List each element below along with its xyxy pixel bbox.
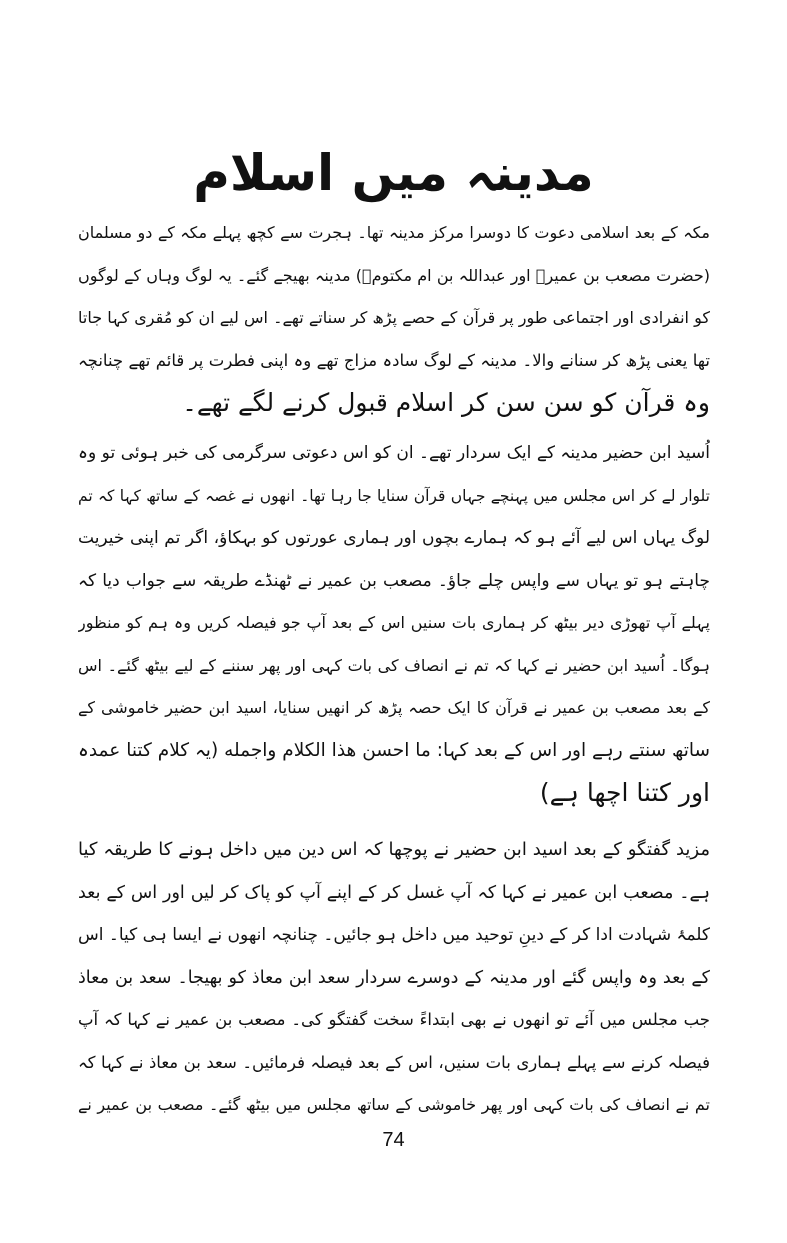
text-line: کو انفرادی اور اجتماعی طور پر قرآن کے حصے پڑھ کر سناتے تھے۔ اس لیے ان کو مُقری کہا جاتا — [78, 308, 710, 327]
text-line: ساتھ سنتے رہے اور اس کے بعد کہا: ما احسن هذا الکلام واجمله (یہ کلام کتنا عمدہ — [78, 739, 710, 761]
text-line: چاہتے ہو تو یہاں سے واپس چلے جاؤ۔ مصعب بن عمیر نے ٹھنڈے طریقہ سے جواب دیا کہ — [78, 570, 710, 591]
text-line: مزید گفتگو کے بعد اسید ابن حضیر نے پوچھا کہ اس دین میں داخل ہونے کا طریقہ کیا — [78, 839, 710, 860]
paragraph-2 — [78, 432, 710, 815]
text-line: ہے۔ مصعب ابن عمیر نے کہا کہ آپ غسل کر کے اپنے آپ کو پاک کر لیں اور اس کے بعد — [78, 882, 710, 903]
text-line: لوگ یہاں اس لیے آئے ہو کہ ہمارے بچوں اور ہماری عورتوں کو بہکاؤ، اگر تم اپنی خیریت — [78, 528, 710, 548]
text-line: پہلے آپ تھوڑی دیر بیٹھ کر ہماری بات سنیں اس کے بعد آپ جو فیصلہ کریں وہ ہم کو منظور — [78, 613, 710, 632]
text-line: تھا یعنی پڑھ کر سنانے والا۔ مدینہ کے لوگ سادہ مزاج تھے وہ اپنی فطرت پر قائم تھے چنانچہ — [78, 350, 710, 370]
text-line: اُسید ابن حضیر مدینہ کے ایک سردار تھے۔ ان کو اس دعوتی سرگرمی کی خبر ہوئی تو وہ — [78, 443, 710, 463]
text-line: کے بعد وہ واپس گئے اور مدینہ کے دوسرے سردار سعد ابن معاذ کو بھیجا۔ سعد بن معاذ — [78, 967, 710, 988]
text-line: تم نے انصاف کی بات کہی اور پھر خاموشی کے ساتھ مجلس میں بیٹھ گئے۔ مصعب بن عمیر نے — [78, 1095, 710, 1114]
paragraph-3 — [78, 829, 710, 1127]
chapter-title: مدینہ میں اسلام — [193, 144, 594, 202]
text-line: جب مجلس میں آئے تو انھوں نے بھی ابتداءً سخت گفتگو کی۔ مصعب بن عمیر نے کہا کہ آپ — [78, 1010, 710, 1029]
text-line: فیصلہ کرنے سے پہلے ہماری بات سنیں، اس کے بعد فیصلہ فرمائیں۔ سعد بن معاذ نے کہا کہ — [78, 1052, 710, 1072]
text-line: (حضرت مصعب بن عمیرؓ اور عبداللہ بن ام مکتومؓ) مدینہ بھیجے گئے۔ یہ لوگ وہاں کے لوگوں — [78, 265, 710, 285]
paragraph-1 — [78, 212, 710, 425]
text-line: اور کتنا اچھا ہے) — [539, 778, 710, 807]
text-line: ہوگا۔ اُسید ابن حضیر نے کہا کہ تم نے انصاف کی بات کہی اور پھر سننے کے لیے بیٹھ گئے۔ اس — [78, 655, 710, 675]
text-line: کے بعد مصعب بن عمیر نے قرآن کا ایک حصہ پڑھ کر انھیں سنایا، اسید ابن حضیر خاموشی کے — [78, 698, 710, 717]
text-line: مکہ کے بعد اسلامی دعوت کا دوسرا مرکز مدینہ تھا۔ ہجرت سے کچھ پہلے مکہ کے دو مسلمان — [78, 223, 710, 242]
text-line: تلوار لے کر اس مجلس میں پہنچے جہاں قرآن سنایا جا رہا تھا۔ انھوں نے غصہ کے ساتھ کہا کہ تم — [78, 486, 710, 505]
page-number: 74 — [382, 1129, 405, 1151]
text-line: کلمۂ شہادت ادا کر کے دینِ توحید میں داخل ہو جائیں۔ چنانچہ انھوں نے ایسا ہی کیا۔ اس — [78, 925, 710, 945]
text-line: وہ قرآن کو سن سن کر اسلام قبول کرنے لگے تھے۔ — [182, 388, 710, 417]
